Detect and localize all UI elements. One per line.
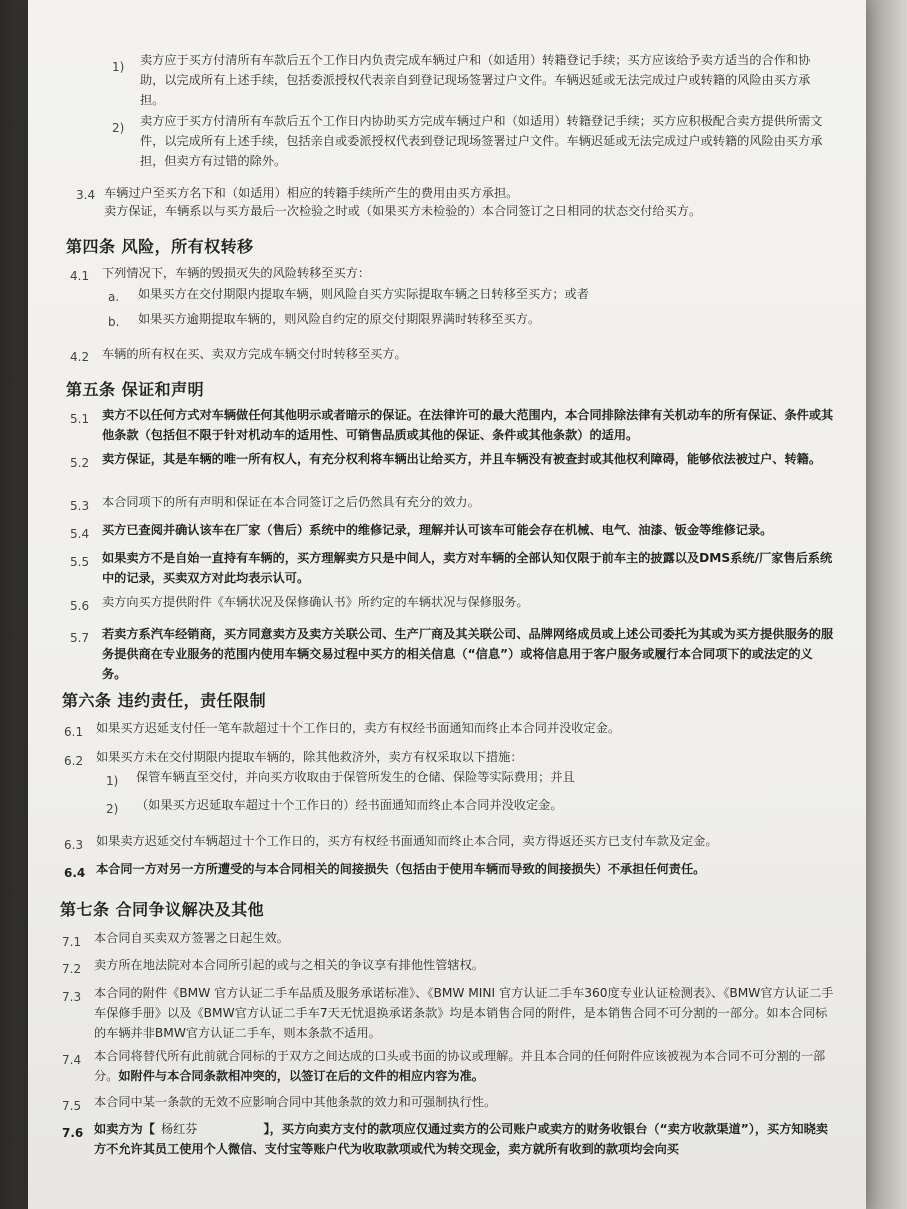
clause-6-1-number: 6.1: [64, 725, 84, 739]
clause-5-6-text: 卖方向买方提供附件《车辆状况及保修确认书》所约定的车辆状况与保修服务。: [102, 595, 529, 609]
clause-5-1-number: 5.1: [70, 412, 90, 426]
clause-4-1-b-text: 如果买方逾期提取车辆的，则风险自约定的原交付期限界满时转移至买方。: [138, 312, 541, 326]
article-4-heading: 第四条 风险，所有权转移: [66, 237, 254, 256]
clause-5-1-text: 卖方不以任何方式对车辆做任何其他明示或者暗示的保证。在法律许可的最大范围内，本合同排除法律有关机动车的所有保证、条件或其他条款（包括但不限于针对机动车的适用性、可销售品质或其他的保证、条件或其他条款）的适用。: [102, 408, 834, 442]
clause-6-2-text: 如果买方未在交付期限内提取车辆的，除其他救济外，卖方有权采取以下措施：: [96, 750, 523, 764]
article-6-heading: 第六条 违约责任，责任限制: [62, 691, 267, 710]
clause-7-6-text-post: 】，买方向卖方支付的款项应仅通过卖方的公司账户或卖方的财务收银台（“卖方收款渠道”），买方知晓卖方不允许其员工使用个人微信、支付宝等账户代为收取款项或代为转交现金，卖方就所有收到的款项均会向买: [94, 1122, 828, 1156]
clause-7-4-number: 7.4: [62, 1053, 82, 1067]
clause-5-6-number: 5.6: [70, 599, 90, 613]
clause-5-3-number: 5.3: [70, 499, 90, 513]
article-5-heading: 第五条 保证和声明: [66, 380, 205, 399]
clause-4-1-b-label: b.: [108, 315, 120, 329]
clause-6-2-1-text: 保管车辆直至交付，并向买方收取由于保管所发生的仓储、保险等实际费用；并且: [136, 770, 575, 784]
clause-7-3-number: 7.3: [62, 990, 82, 1004]
clause-3-3-1-text: 卖方应于买方付清所有车款后五个工作日内负责完成车辆过户和（如适用）转籍登记手续；买方应该给予卖方适当的合作和协助，以完成所有上述手续，包括委派授权代表亲自到登记现场签署过户文件。车辆迟延或无法完成过户或转籍的风险由买方承担。: [140, 53, 811, 107]
clause-7-2-text: 卖方所在地法院对本合同所引起的或与之相关的争议享有排他性管辖权。: [94, 958, 484, 972]
clause-4-1-number: 4.1: [70, 269, 90, 283]
clause-6-4-number: 6.4: [64, 866, 86, 880]
clause-7-6-number: 7.6: [62, 1126, 84, 1140]
clause-6-2-number: 6.2: [64, 754, 84, 768]
clause-5-2-text: 卖方保证，其是车辆的唯一所有权人，有充分权利将车辆出让给买方，并且车辆没有被查封或其他权利障碍，能够依法被过户、转籍。: [102, 452, 822, 466]
clause-3-4-text-line1: 车辆过户至买方名下和（如适用）相应的转籍手续所产生的费用由买方承担。: [104, 186, 519, 200]
clause-7-4-text: [94, 1046, 839, 1086]
clause-6-4-text: 本合同一方对另一方所遭受的与本合同相关的间接损失（包括由于使用车辆而导致的间接损失）不承担任何责任。: [96, 862, 706, 876]
clause-4-1-a-text: 如果买方在交付期限内提取车辆，则风险自买方实际提取车辆之日转移至买方；或者: [138, 287, 589, 301]
clause-6-2-1-number: 1): [106, 774, 119, 788]
clause-5-4-text: 买方已查阅并确认该车在厂家（售后）系统中的维修记录，理解并认可该车可能会存在机械、电气、油漆、钣金等维修记录。: [102, 523, 773, 537]
seller-name-field: 杨红芬: [160, 1122, 198, 1136]
clause-7-5-number: 7.5: [62, 1099, 82, 1113]
clause-5-4-number: 5.4: [70, 527, 90, 541]
clause-6-1-text: 如果买方迟延支付任一笔车款超过十个工作日的，卖方有权经书面通知而终止本合同并没收定金。: [96, 721, 621, 735]
clause-5-5-number: 5.5: [70, 555, 90, 569]
clause-7-4-text-bold: 如附件与本合同条款相冲突的，以签订在后的文件的相应内容为准。: [118, 1069, 484, 1083]
clause-3-3-2-text: 卖方应于买方付清所有车款后五个工作日内协助买方完成车辆过户和（如适用）转籍登记手续；买方应积极配合卖方提供所需文件，以完成所有上述手续，包括亲自或委派授权代表到登记现场签署过户文件。车辆迟延或无法完成过户或转籍的风险由买方承担，但卖方有过错的除外。: [140, 114, 823, 168]
clause-5-7-text: 若卖方系汽车经销商，买方同意卖方及卖方关联公司、生产厂商及其关联公司、品牌网络成员或上述公司委托为其或为买方提供服务的服务提供商在专业服务的范围内使用车辆交易过程中买方的相关信息（“信息”）或将信息用于客户服务或履行本合同项下的或法定的义务。: [102, 627, 834, 681]
clause-7-4-text-main: 本合同将替代所有此前就合同标的于双方之间达成的口头或书面的协议或理解。并且本合同的任何附件应该被视为本合同不可分割的一部分。: [94, 1049, 826, 1083]
clause-4-1-text: 下列情况下，车辆的毁损灭失的风险转移至买方：: [102, 266, 371, 280]
clause-6-3-text: 如果卖方迟延交付车辆超过十个工作日的，买方有权经书面通知而终止本合同，卖方得返还买方已支付车款及定金。: [96, 834, 718, 848]
clause-7-3-text: 本合同的附件《BMW 官方认证二手车品质及服务承诺标准》、《BMW MINI 官方认证二手车360度专业认证检测表》、《BMW官方认证二手车保修手册》以及《BMW官方认证二手车7天无忧退换承诺条款》均是本销售合同的附件，是本销售合同不可分割的一部分。如本合同标的车辆并非BMW官方认证二手车，则本条款不适用。: [94, 986, 834, 1040]
clause-7-6-text: [94, 1119, 839, 1159]
contract-page: [28, 0, 866, 1209]
clause-6-2-2-text: （如果买方迟延取车超过十个工作日的）经书面通知而终止本合同并没收定金。: [136, 798, 563, 812]
clause-5-5-text: 如果卖方不是自始一直持有车辆的，买方理解卖方只是中间人，卖方对车辆的全部认知仅限于前车主的披露以及DMS系统/厂家售后系统中的记录，买卖双方对此均表示认可。: [102, 551, 833, 585]
clause-7-1-number: 7.1: [62, 935, 82, 949]
clause-5-3-text: 本合同项下的所有声明和保证在本合同签订之后仍然具有充分的效力。: [102, 495, 480, 509]
clause-4-2-text: 车辆的所有权在买、卖双方完成车辆交付时转移至买方。: [102, 347, 407, 361]
article-7-heading: 第七条 合同争议解决及其他: [60, 900, 265, 919]
clause-4-2-number: 4.2: [70, 350, 90, 364]
clause-3-3-2-number: 2): [112, 121, 125, 135]
clause-3-3-1-number: 1): [112, 60, 125, 74]
clause-6-3-number: 6.3: [64, 838, 84, 852]
clause-6-2-2-number: 2): [106, 802, 119, 816]
clause-7-6-text-pre: 如卖方为【: [94, 1122, 155, 1136]
clause-5-2-number: 5.2: [70, 456, 90, 470]
clause-7-2-number: 7.2: [62, 962, 82, 976]
clause-7-1-text: 本合同自买卖双方签署之日起生效。: [94, 931, 289, 945]
clause-4-1-a-label: a.: [108, 290, 120, 304]
clause-3-4-number: 3.4: [76, 188, 96, 202]
clause-3-4-text-line2: 卖方保证，车辆系以与买方最后一次检验之时或（如果买方未检验的）本合同签订之日相同的状态交付给买方。: [104, 204, 702, 218]
clause-5-7-number: 5.7: [70, 631, 90, 645]
clause-7-5-text: 本合同中某一条款的无效不应影响合同中其他条款的效力和可强制执行性。: [94, 1095, 497, 1109]
